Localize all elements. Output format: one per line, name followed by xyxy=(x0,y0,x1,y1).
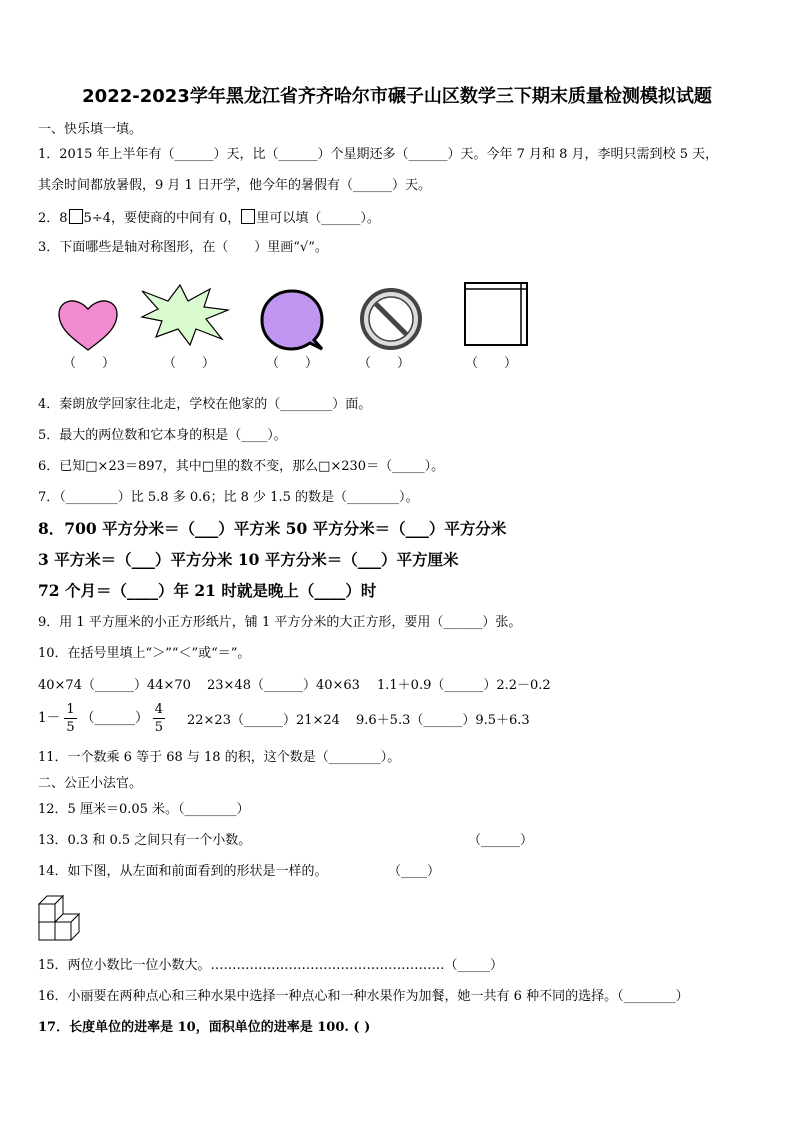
compare-item-2: 23×48（______）40×63 xyxy=(207,678,360,693)
compare-blank: （______） xyxy=(80,710,149,726)
fraction-four-fifths xyxy=(153,703,165,734)
question-8-line-1: 8．700 平方分米＝（___）平方米 50 平方分米＝（___）平方分米 xyxy=(38,519,507,538)
question-11: 11．一个数乘 6 等于 68 与 18 的积，这个数是（________）。 xyxy=(38,750,401,765)
question-14: 14．如下图，从左面和前面看到的形状是一样的。 xyxy=(38,864,328,879)
question-6: 6．已知□×23＝897，其中□里的数不变，那么□×230＝（_____）。 xyxy=(38,459,445,474)
fraction-numerator: 4 xyxy=(154,702,164,717)
question-10: 10．在括号里填上“＞”“＜”或“＝”。 xyxy=(38,646,251,661)
page-title: 2022-2023学年黑龙江省齐齐哈尔市碾子山区数学三下期末质量检测模拟试题 xyxy=(82,86,712,107)
star-burst-shape xyxy=(142,285,228,345)
section-heading-1: 一、快乐填一填。 xyxy=(38,122,143,137)
question-8-line-3: 72 个月＝（____）年 21 时就是晚上（____）时 xyxy=(38,581,377,600)
answer-blank-3[interactable]: （ ） xyxy=(266,356,319,371)
question-3: 3．下面哪些是轴对称图形，在（ ）里画“√”。 xyxy=(38,240,328,255)
question-1-line-1: 1．2015 年上半年有（______）天，比（______）个星期还多（______）天。今年 7 月和 8 月，李明只需到校 5 天， xyxy=(38,147,719,162)
question-2-part-3: 里可以填（______）。 xyxy=(256,211,380,226)
section-heading-2: 二、公正小法官。 xyxy=(38,776,143,791)
fraction-numerator: 1 xyxy=(66,702,75,717)
question-7: 7．（________）比 5.8 多 0.6；比 8 少 1.5 的数是（________）。 xyxy=(38,490,419,505)
question-4: 4．秦朗放学回家往北走，学校在他家的（________）面。 xyxy=(38,397,372,412)
question-2-part-1: 2．8 xyxy=(38,211,68,226)
question-17: 17．长度单位的进率是 10，面积单位的进率是 100. ( ) xyxy=(38,1020,371,1035)
question-9: 9．用 1 平方厘米的小正方形纸片，铺 1 平方分米的大正方形，要用（______）张。 xyxy=(38,615,522,630)
question-2 xyxy=(38,209,380,227)
heart-figure xyxy=(55,295,125,355)
compare-fraction-item xyxy=(38,703,165,734)
question-2-part-2: 5÷4，要使商的中间有 0， xyxy=(83,211,241,226)
fraction-one-fifth xyxy=(64,703,76,734)
answer-blank-1[interactable]: （ ） xyxy=(63,356,116,371)
question-13-blank[interactable]: （______） xyxy=(468,833,534,848)
question-13: 13．0.3 和 0.5 之间只有一个小数。 xyxy=(38,833,252,848)
question-14-blank[interactable]: （____） xyxy=(388,864,441,879)
star-burst-figure xyxy=(138,283,233,348)
cube-stack-figure xyxy=(38,894,90,944)
heart-shape xyxy=(59,301,117,350)
compare-item-1: 40×74（______）44×70 xyxy=(38,678,191,693)
answer-blank-5[interactable]: （ ） xyxy=(465,356,518,371)
answer-blank-2[interactable]: （ ） xyxy=(163,356,216,371)
speech-bubble-shape xyxy=(262,291,322,349)
fraction-whole: 1－ xyxy=(38,710,61,726)
question-16: 16．小丽要在两种点心和三种水果中选择一种点心和一种水果作为加餐，她一共有 6 种不同的选择。（________） xyxy=(38,989,689,1004)
compare-item-3: 1.1＋0.9（______）2.2－0.2 xyxy=(377,678,551,693)
question-12: 12．5 厘米＝0.05 米。（________） xyxy=(38,802,250,817)
digit-box-2 xyxy=(241,209,255,224)
compare-item-5: 22×23（______）21×24 xyxy=(187,713,340,728)
fraction-denominator: 5 xyxy=(66,720,75,735)
compare-item-6: 9.6＋5.3（______）9.5＋6.3 xyxy=(356,713,530,728)
question-8-line-2: 3 平方米＝（___）平方分米 10 平方分米＝（___）平方厘米 xyxy=(38,550,459,569)
digit-box-1 xyxy=(69,209,83,224)
square-figure xyxy=(464,282,530,348)
answer-blank-4[interactable]: （ ） xyxy=(358,356,411,371)
question-1-line-2: 其余时间都放暑假，9 月 1 日开学，他今年的暑假有（______）天。 xyxy=(38,178,431,193)
prohibition-sign-figure xyxy=(356,284,428,356)
question-5: 5．最大的两位数和它本身的积是（____）。 xyxy=(38,428,287,443)
speech-bubble-figure xyxy=(258,287,328,357)
question-15: 15．两位小数比一位小数大。………………………………………………（_____） xyxy=(38,958,504,973)
square-outer xyxy=(465,283,527,345)
fraction-denominator: 5 xyxy=(154,720,164,735)
